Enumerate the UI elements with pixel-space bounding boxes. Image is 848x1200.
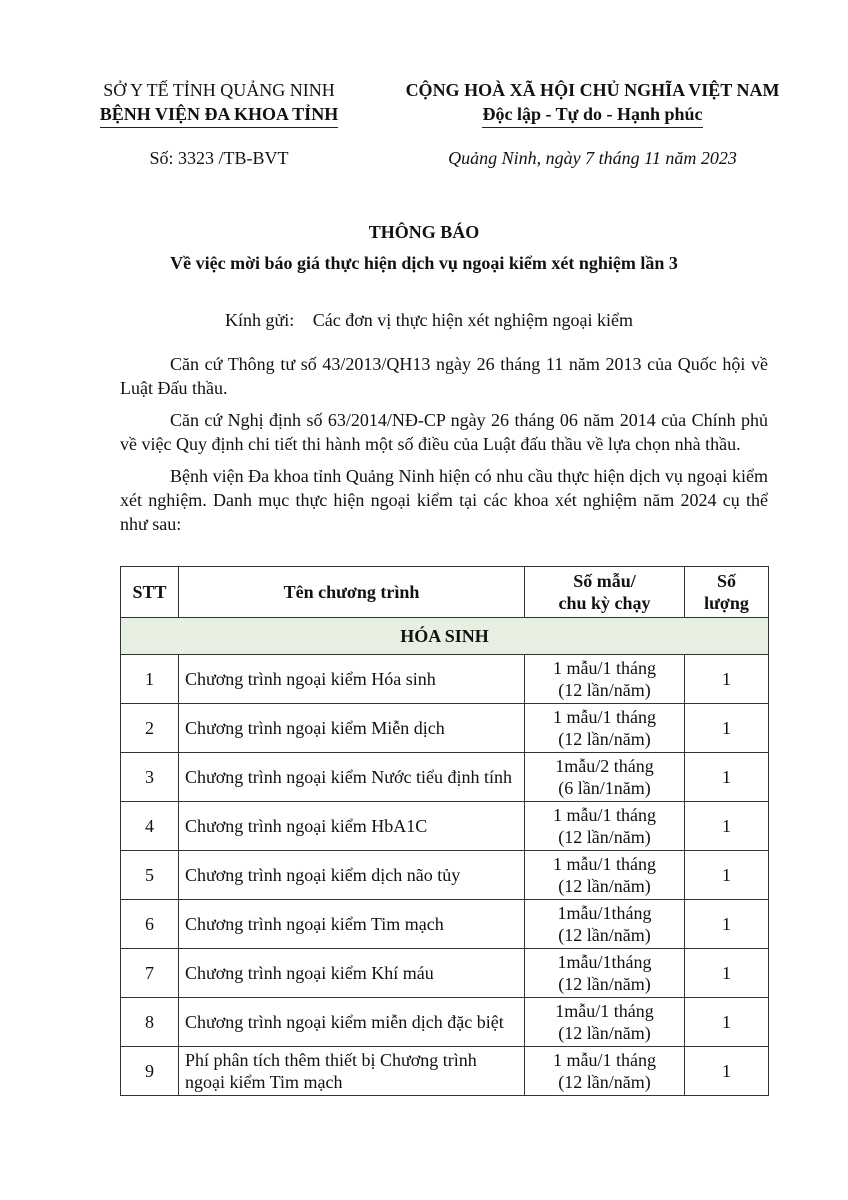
row-program-name: Chương trình ngoại kiểm Hóa sinh: [179, 655, 525, 704]
section-row-biochemistry: [121, 618, 769, 655]
row-quantity: 1: [685, 753, 769, 802]
national-motto: Độc lập - Tự do - Hạnh phúc: [482, 102, 702, 128]
row-stt: 7: [121, 949, 179, 998]
table-row: [121, 802, 769, 851]
section-title: HÓA SINH: [121, 618, 769, 655]
table-row: [121, 704, 769, 753]
header-stt: STT: [121, 567, 179, 618]
row-stt: 3: [121, 753, 179, 802]
table-row: [121, 655, 769, 704]
row-program-name: Chương trình ngoại kiểm miễn dịch đặc biệt: [179, 998, 525, 1047]
org-ministry: SỞ Y TẾ TỈNH QUẢNG NINH: [103, 80, 335, 100]
row-stt: 8: [121, 998, 179, 1047]
row-program-name: Chương trình ngoại kiểm HbA1C: [179, 802, 525, 851]
row-sample-cycle: 1mẫu/1tháng (12 lần/năm): [525, 949, 685, 998]
document-number: Số: 3323 /TB-BVT: [149, 148, 289, 168]
row-sample-cycle: 1 mẫu/1 tháng (12 lần/năm): [525, 655, 685, 704]
header-program-name: Tên chương trình: [179, 567, 525, 618]
recipient-value: Các đơn vị thực hiện xét nghiệm ngoại kiểm: [312, 310, 633, 330]
row-stt: 9: [121, 1047, 179, 1096]
row-stt: 6: [121, 900, 179, 949]
row-sample-cycle: 1 mẫu/1 tháng (12 lần/năm): [525, 704, 685, 753]
row-quantity: 1: [685, 949, 769, 998]
table-row: [121, 753, 769, 802]
row-program-name: Chương trình ngoại kiểm Miễn dịch: [179, 704, 525, 753]
row-stt: 2: [121, 704, 179, 753]
row-sample-cycle: 1 mẫu/1 tháng (12 lần/năm): [525, 1047, 685, 1096]
row-program-name: Chương trình ngoại kiểm Khí máu: [179, 949, 525, 998]
row-sample-cycle: 1 mẫu/1 tháng (12 lần/năm): [525, 851, 685, 900]
org-hospital: BỆNH VIỆN ĐA KHOA TỈNH: [100, 102, 338, 128]
paragraph-legal-basis-2: Căn cứ Nghị định số 63/2014/NĐ-CP ngày 26 tháng 06 năm 2014 của Chính phủ về việc Quy định chi tiết thi hành một số điều của Luật đấu thầu về lựa chọn nhà thầu.: [120, 410, 768, 454]
row-program-name: Chương trình ngoại kiểm dịch não tủy: [179, 851, 525, 900]
row-quantity: 1: [685, 851, 769, 900]
row-quantity: 1: [685, 900, 769, 949]
row-quantity: 1: [685, 704, 769, 753]
row-sample-cycle: 1mẫu/1tháng (12 lần/năm): [525, 900, 685, 949]
header-sample-cycle: Số mẫu/ chu kỳ chạy: [525, 567, 685, 618]
table-header-row: [121, 567, 769, 618]
document-title: THÔNG BÁO: [368, 222, 480, 242]
row-sample-cycle: 1mẫu/2 tháng (6 lần/1năm): [525, 753, 685, 802]
row-quantity: 1: [685, 998, 769, 1047]
row-stt: 5: [121, 851, 179, 900]
paragraph-legal-basis-1: Căn cứ Thông tư số 43/2013/QH13 ngày 26 tháng 11 năm 2013 của Quốc hội về Luật Đấu thầu.: [120, 354, 768, 398]
recipient-label: Kính gửi:: [225, 310, 295, 330]
row-stt: 1: [121, 655, 179, 704]
row-program-name: Chương trình ngoại kiểm Tim mạch: [179, 900, 525, 949]
national-motto-block: [370, 78, 815, 128]
program-table: [120, 566, 769, 1096]
document-body: [120, 352, 768, 544]
row-sample-cycle: 1 mẫu/1 tháng (12 lần/năm): [525, 802, 685, 851]
row-stt: 4: [121, 802, 179, 851]
row-quantity: 1: [685, 1047, 769, 1096]
row-program-name: Chương trình ngoại kiểm Nước tiểu định tính: [179, 753, 525, 802]
paragraph-request: Bệnh viện Đa khoa tỉnh Quảng Ninh hiện có nhu cầu thực hiện dịch vụ ngoại kiểm xét nghiệm. Danh mục thực hiện ngoại kiểm tại các khoa xét nghiệm năm 2024 cụ thể như sau:: [120, 466, 768, 534]
document-subtitle: Về việc mời báo giá thực hiện dịch vụ ngoại kiểm xét nghiệm lần 3: [170, 253, 678, 273]
table-row: [121, 949, 769, 998]
row-sample-cycle: 1mẫu/1 tháng (12 lần/năm): [525, 998, 685, 1047]
row-quantity: 1: [685, 655, 769, 704]
row-quantity: 1: [685, 802, 769, 851]
table-row: [121, 900, 769, 949]
country-name: CỘNG HOÀ XÃ HỘI CHỦ NGHĨA VIỆT NAM: [405, 80, 780, 100]
row-program-name: Phí phân tích thêm thiết bị Chương trình ngoại kiểm Tim mạch: [179, 1047, 525, 1096]
table-row: [121, 851, 769, 900]
issuing-org-block: [75, 78, 363, 128]
place-date: Quảng Ninh, ngày 7 tháng 11 năm 2023: [448, 148, 737, 168]
table-row: [121, 998, 769, 1047]
recipient-line: [225, 310, 633, 331]
header-quantity: Số lượng: [685, 567, 769, 618]
table-row: [121, 1047, 769, 1096]
